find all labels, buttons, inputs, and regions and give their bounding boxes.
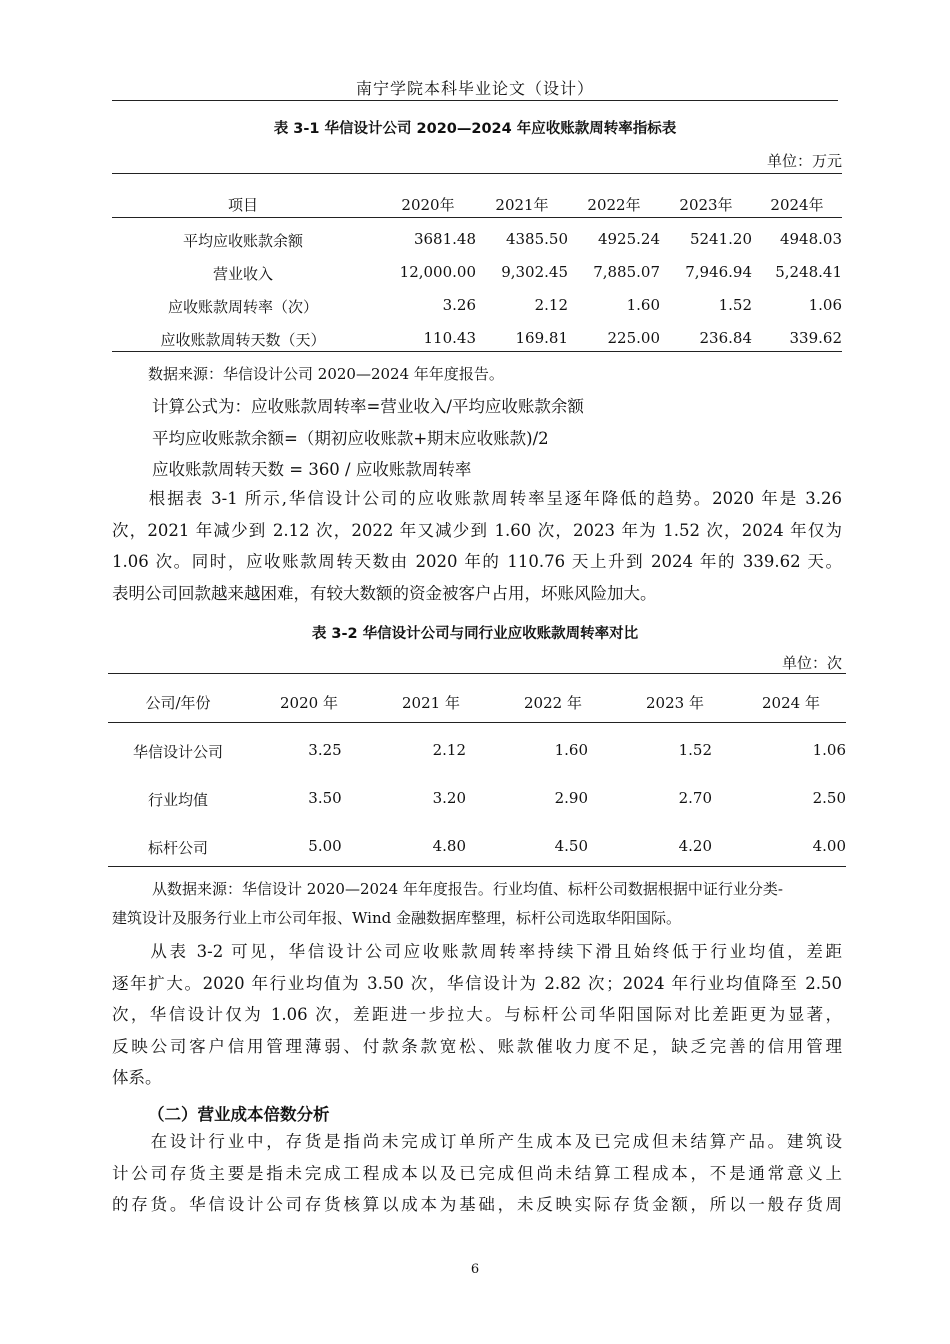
paragraph-line: 逐年扩大。2020 年行业均值为 3.50 次，华信设计为 2.82 次；2024 年行业均值降至 2.50: [112, 973, 842, 993]
table1-cell: 3681.48: [413, 230, 476, 248]
paragraph-line: 根据表 3-1 所示,华信设计公司的应收账款周转率呈逐年降低的趋势。2020 年是 3.26: [112, 489, 842, 508]
table1-col-header: 2021年: [495, 196, 549, 214]
table1-caption: 表 3-1 华信设计公司 2020—2024 年应收账款周转率指标表: [273, 121, 677, 137]
table1-col-header: 2020年: [401, 196, 455, 214]
section-heading: （二）营业成本倍数分析: [148, 1105, 330, 1124]
table1-col-header: 2022年: [587, 196, 641, 214]
table1-cell: 225.00: [607, 329, 660, 347]
paragraph-line: 在设计行业中，存货是指尚未完成订单所产生成本及已完成但未结算产品。建筑设: [112, 1132, 842, 1151]
formula-line: 应收账款周转天数 = 360 / 应收账款周转率: [152, 460, 472, 479]
table2-row-label: 华信设计公司: [132, 743, 223, 761]
table2-cell: 1.52: [678, 741, 712, 759]
table2-row-label: 行业均值: [147, 791, 208, 809]
body-paragraph: [112, 483, 842, 609]
table2-unit: 单位：次: [781, 654, 842, 672]
table1-cell: 1.06: [808, 296, 842, 314]
table2-col-header: 2024 年: [762, 694, 820, 712]
table1-cell: 169.81: [515, 329, 568, 347]
table1-row-label: 应收账款周转天数（天）: [160, 331, 326, 349]
table1-cell: 4385.50: [505, 230, 568, 248]
paragraph-line: 1.06 次。同时，应收账款周转天数由 2020 年的 110.76 天上升到 2024 年的 339.62 天。: [112, 552, 842, 571]
table2-cell: 2.12: [432, 741, 466, 759]
table1-top-rule: [112, 173, 842, 174]
page-header: 南宁学院本科毕业论文（设计）: [355, 79, 594, 98]
paragraph-line: 体系。: [112, 1068, 162, 1087]
table1-cell: 339.62: [789, 329, 842, 347]
table1-cell: 2.12: [534, 296, 568, 314]
table2-row-label: 标杆公司: [147, 839, 208, 857]
table1-cell: 9,302.45: [501, 263, 568, 281]
table2-cell: 4.00: [812, 837, 846, 855]
table1-cell: 1.52: [718, 296, 752, 314]
table2-cell: 4.80: [432, 837, 466, 855]
paragraph-line: 从表 3-2 可见，华信设计公司应收账款周转率持续下滑且始终低于行业均值，差距: [112, 942, 842, 961]
table2-col-header: 2023 年: [646, 694, 704, 712]
table2-caption: 表 3-2 华信设计公司与同行业应收账款周转率对比: [311, 626, 639, 642]
table2-cell: 4.50: [554, 837, 588, 855]
table1-row-label: 营业收入: [212, 265, 273, 283]
paragraph-line: 计公司存货主要是指未完成工程成本以及已完成但尚未结算工程成本，不是通常意义上: [112, 1163, 842, 1183]
table1-cell: 5241.20: [689, 230, 752, 248]
table2-header-rule: [108, 722, 846, 723]
table1-row-label: 平均应收账款余额: [182, 232, 303, 250]
table2-cell: 2.90: [554, 789, 588, 807]
table2-source-note: 建筑设计及服务行业上市公司年报、Wind 金融数据库整理，标杆公司选取华阳国际。: [112, 909, 681, 927]
table1-cell: 7,885.07: [593, 263, 660, 281]
paragraph-line: 反映公司客户信用管理薄弱、付款条款宽松、账款催收力度不足，缺乏完善的信用管理: [112, 1036, 842, 1056]
table2-cell: 3.25: [308, 741, 342, 759]
table2-bottom-rule: [108, 866, 846, 867]
page-number: 6: [470, 1262, 480, 1277]
table1-cell: 5,248.41: [775, 263, 842, 281]
table1-header-rule: [112, 217, 842, 218]
table1-unit: 单位：万元: [766, 152, 842, 170]
table2-cell: 3.20: [432, 789, 466, 807]
table1-bottom-rule: [112, 351, 842, 352]
formula-line: 计算公式为：应收账款周转率=营业收入/平均应收账款余额: [152, 397, 584, 416]
table1-cell: 1.60: [626, 296, 660, 314]
header-rule: [112, 100, 838, 101]
table2-cell: 1.06: [812, 741, 846, 759]
table1-cell: 7,946.94: [685, 263, 752, 281]
table2-col-header: 公司/年份: [145, 694, 211, 712]
table2-cell: 4.20: [678, 837, 712, 855]
table2-source-note: 从数据来源：华信设计 2020—2024 年年度报告。行业均值、标杆公司数据根据中证行业分类-: [152, 880, 783, 898]
table1-row-label: 应收账款周转率（次）: [167, 298, 318, 316]
table2-cell: 2.70: [678, 789, 712, 807]
table2-col-header: 2022 年: [524, 694, 582, 712]
table2-top-rule: [108, 673, 846, 674]
table1-cell: 4948.03: [779, 230, 842, 248]
paragraph-line: 次，华信设计仅为 1.06 次，差距进一步拉大。与标杆公司华阳国际对比差距更为显著，: [112, 1005, 842, 1024]
table1-cell: 4925.24: [597, 230, 660, 248]
body-paragraph: [112, 1126, 842, 1221]
formula-line: 平均应收账款余额=（期初应收账款+期末应收账款)/2: [152, 429, 549, 448]
table2-cell: 3.50: [308, 789, 342, 807]
table1-source-note: 数据来源：华信设计公司 2020—2024 年年度报告。: [148, 365, 504, 383]
table1-cell: 110.43: [423, 329, 476, 347]
table2-col-header: 2021 年: [402, 694, 460, 712]
table1-cell: 12,000.00: [399, 263, 476, 281]
table2-cell: 2.50: [812, 789, 846, 807]
table2-cell: 5.00: [308, 837, 342, 855]
body-paragraph: [112, 936, 842, 1094]
table2-col-header: 2020 年: [280, 694, 338, 712]
paragraph-line: 表明公司回款越来越困难，有较大数额的资金被客户占用，坏账风险加大。: [112, 583, 657, 603]
table1-col-header: 2024年: [770, 196, 824, 214]
paragraph-line: 的存货。华信设计公司存货核算以成本为基础，未反映实际存货金额，所以一般存货周: [112, 1195, 842, 1214]
table2-cell: 1.60: [554, 741, 588, 759]
paragraph-line: 次，2021 年减少到 2.12 次，2022 年又减少到 1.60 次，2023 年为 1.52 次，2024 年仅为: [112, 520, 842, 540]
table1-col-header: 2023年: [679, 196, 733, 214]
table1-cell: 3.26: [442, 296, 476, 314]
table1-col-header: 项目: [227, 196, 258, 214]
table1-cell: 236.84: [699, 329, 752, 347]
